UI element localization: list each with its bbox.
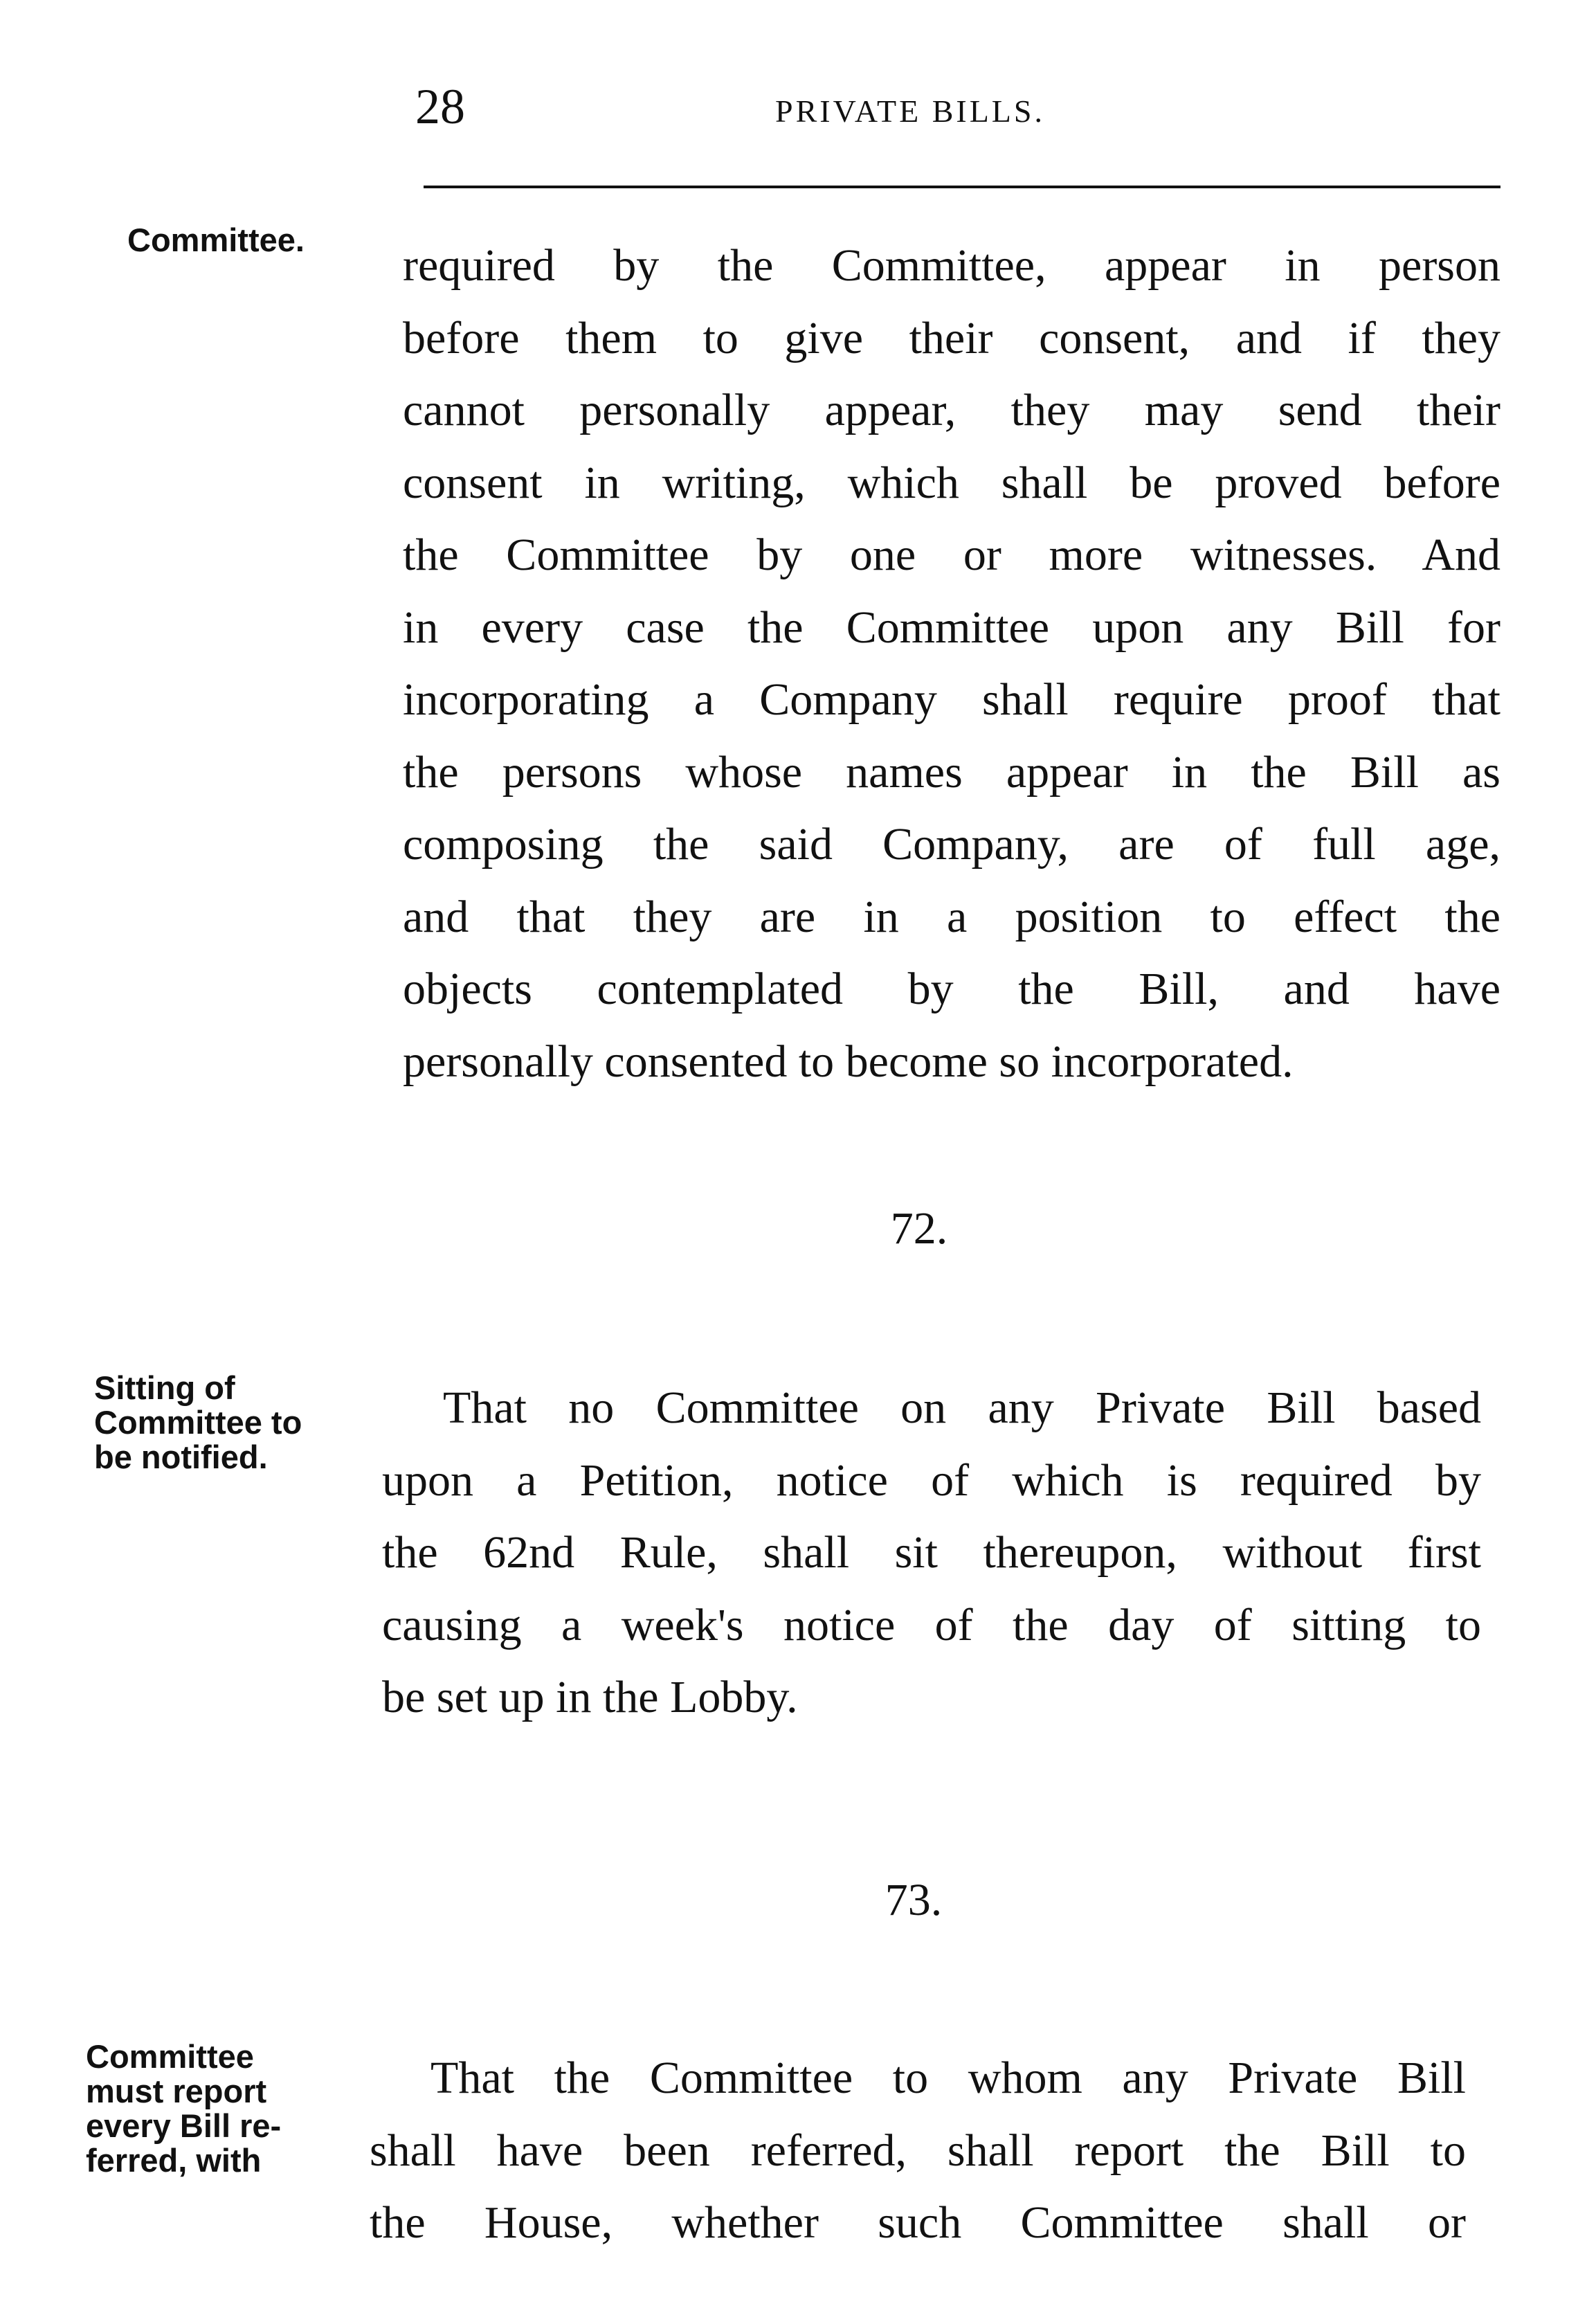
text-line: be set up in the Lobby.	[382, 1672, 798, 1722]
marginal-note-committee	[127, 223, 305, 258]
text-line: the 62nd Rule, shall sit thereupon, without first	[382, 1527, 1481, 1578]
marginal-note-line: be notified.	[94, 1439, 268, 1475]
marginal-note-line: Committee.	[127, 222, 305, 258]
text-line: the Committee by one or more witnesses. And	[403, 530, 1500, 580]
text-line: That the Committee to whom any Private Bill	[430, 2053, 1466, 2103]
text-line: causing a week's notice of the day of sitting to	[382, 1599, 1481, 1650]
page-number: 28	[415, 79, 465, 134]
continuation-paragraph	[403, 230, 1500, 1098]
marginal-note-line: every Bill re-	[86, 2107, 282, 2144]
section-number-72: 72.	[890, 1203, 948, 1254]
text-line: That no Committee on any Private Bill based	[443, 1382, 1481, 1433]
marginal-note-line: must report	[86, 2073, 267, 2109]
text-line: upon a Petition, notice of which is required by	[382, 1454, 1481, 1506]
section-73-paragraph	[370, 2042, 1466, 2260]
running-head: PRIVATE BILLS.	[775, 93, 1045, 129]
marginal-note-line: Committee to	[94, 1404, 302, 1441]
text-line: the persons whose names appear in the Bill as	[403, 746, 1500, 798]
text-line: in every case the Committee upon any Bill for	[403, 602, 1500, 653]
text-line: before them to give their consent, and if they	[403, 312, 1500, 363]
text-line: and that they are in a position to effect the	[403, 891, 1500, 942]
text-line: composing the said Company, are of full age,	[403, 819, 1500, 870]
text-line: incorporating a Company shall require proof that	[403, 674, 1500, 725]
marginal-note-sitting-of-committee	[94, 1371, 302, 1475]
text-line: cannot personally appear, they may send their	[403, 385, 1500, 435]
text-line: consent in writing, which shall be proved before	[403, 457, 1500, 508]
section-72-paragraph	[382, 1372, 1481, 1734]
marginal-note-line: ferred, with	[86, 2142, 262, 2179]
header-rule	[424, 186, 1500, 188]
text-line: objects contemplated by the Bill, and have	[403, 964, 1500, 1014]
text-line: the House, whether such Committee shall or	[370, 2197, 1466, 2248]
text-line: personally consented to become so incorporated.	[403, 1036, 1294, 1087]
text-line: shall have been referred, shall report the Bill to	[370, 2125, 1466, 2176]
marginal-note-line: Committee	[86, 2038, 254, 2075]
marginal-note-line: Sitting of	[94, 1369, 235, 1406]
section-number-73: 73.	[885, 1875, 943, 1925]
text-line: required by the Committee, appear in person	[403, 240, 1500, 291]
page-header	[415, 79, 1495, 158]
marginal-note-committee-must-report	[86, 2039, 281, 2178]
